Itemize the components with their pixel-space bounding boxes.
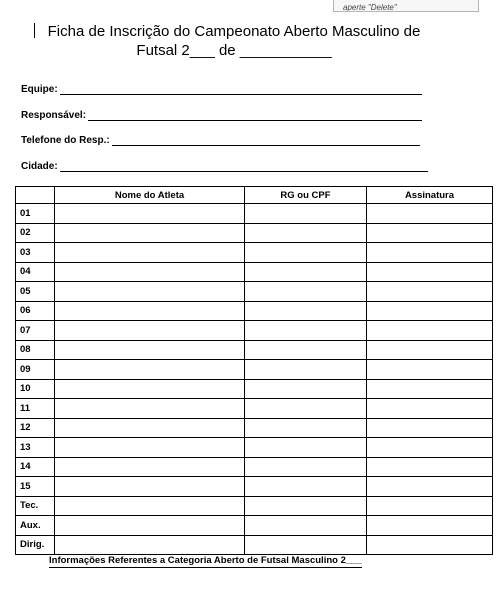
rg-cpf-cell[interactable] — [245, 223, 367, 243]
row-label: 06 — [16, 301, 55, 321]
title-line-1: Ficha de Inscrição do Campeonato Aberto Masculino de — [47, 23, 421, 40]
signature-cell[interactable] — [367, 535, 493, 555]
rg-cpf-cell[interactable] — [245, 418, 367, 438]
rg-cpf-cell[interactable] — [245, 379, 367, 399]
field-label: Telefone do Resp.: — [21, 135, 110, 146]
table-row — [16, 399, 493, 419]
rg-cpf-cell[interactable] — [245, 321, 367, 341]
rg-cpf-cell[interactable] — [245, 340, 367, 360]
row-label: 08 — [16, 340, 55, 360]
signature-cell[interactable] — [367, 418, 493, 438]
table-row — [16, 360, 493, 380]
row-label: 02 — [16, 223, 55, 243]
signature-cell[interactable] — [367, 282, 493, 302]
signature-cell[interactable] — [367, 340, 493, 360]
signature-cell[interactable] — [367, 477, 493, 497]
athlete-name-cell[interactable] — [55, 282, 245, 302]
rg-cpf-cell[interactable] — [245, 457, 367, 477]
row-label: 13 — [16, 438, 55, 458]
title-line-2: Futsal 2___ de ___________ — [136, 42, 332, 59]
athlete-name-cell[interactable] — [55, 379, 245, 399]
signature-cell[interactable] — [367, 438, 493, 458]
athlete-name-cell[interactable] — [55, 477, 245, 497]
athlete-name-cell[interactable] — [55, 535, 245, 555]
row-label: 12 — [16, 418, 55, 438]
rg-cpf-cell[interactable] — [245, 243, 367, 263]
fill-line[interactable] — [88, 110, 422, 121]
athlete-name-cell[interactable] — [55, 399, 245, 419]
signature-cell[interactable] — [367, 457, 493, 477]
rg-cpf-cell[interactable] — [245, 438, 367, 458]
row-label: 15 — [16, 477, 55, 497]
table-row — [16, 496, 493, 516]
field-label: Equipe: — [21, 84, 58, 95]
field-responsavel[interactable] — [21, 110, 422, 121]
row-label: Dirig. — [16, 535, 55, 555]
row-label: 07 — [16, 321, 55, 341]
athlete-name-cell[interactable] — [55, 243, 245, 263]
signature-cell[interactable] — [367, 223, 493, 243]
athlete-name-cell[interactable] — [55, 204, 245, 224]
fill-line[interactable] — [112, 135, 420, 146]
table-header-row — [16, 187, 493, 204]
header-athlete-name: Nome do Atleta — [55, 187, 245, 204]
athlete-name-cell[interactable] — [55, 516, 245, 536]
athlete-name-cell[interactable] — [55, 360, 245, 380]
header-rg-cpf: RG ou CPF — [245, 187, 367, 204]
table-row — [16, 204, 493, 224]
table-row — [16, 243, 493, 263]
document-title — [24, 22, 444, 60]
table-row — [16, 477, 493, 497]
signature-cell[interactable] — [367, 360, 493, 380]
fill-line[interactable] — [60, 84, 422, 95]
field-telefone[interactable] — [21, 135, 420, 146]
field-cidade[interactable] — [21, 161, 428, 172]
rg-cpf-cell[interactable] — [245, 204, 367, 224]
table-row — [16, 418, 493, 438]
signature-cell[interactable] — [367, 379, 493, 399]
signature-cell[interactable] — [367, 516, 493, 536]
signature-cell[interactable] — [367, 496, 493, 516]
signature-cell[interactable] — [367, 321, 493, 341]
athlete-name-cell[interactable] — [55, 321, 245, 341]
rg-cpf-cell[interactable] — [245, 496, 367, 516]
signature-cell[interactable] — [367, 243, 493, 263]
athletes-table — [15, 186, 493, 555]
fill-line[interactable] — [60, 161, 428, 172]
rg-cpf-cell[interactable] — [245, 360, 367, 380]
table-row — [16, 457, 493, 477]
field-label: Responsável: — [21, 110, 87, 121]
signature-cell[interactable] — [367, 301, 493, 321]
table-row — [16, 321, 493, 341]
footer-note: Informações Referentes a Categoria Aberto de Futsal Masculino 2___ — [49, 555, 362, 566]
athlete-name-cell[interactable] — [55, 262, 245, 282]
rg-cpf-cell[interactable] — [245, 301, 367, 321]
athlete-name-cell[interactable] — [55, 340, 245, 360]
athlete-name-cell[interactable] — [55, 301, 245, 321]
rg-cpf-cell[interactable] — [245, 282, 367, 302]
row-label: 05 — [16, 282, 55, 302]
rg-cpf-cell[interactable] — [245, 516, 367, 536]
rg-cpf-cell[interactable] — [245, 399, 367, 419]
athlete-name-cell[interactable] — [55, 496, 245, 516]
row-label: 10 — [16, 379, 55, 399]
header-signature: Assinatura — [367, 187, 493, 204]
row-label: 11 — [16, 399, 55, 419]
row-label: 04 — [16, 262, 55, 282]
table-row — [16, 282, 493, 302]
signature-cell[interactable] — [367, 399, 493, 419]
table-row — [16, 379, 493, 399]
row-label: Tec. — [16, 496, 55, 516]
table-row — [16, 301, 493, 321]
row-label: 03 — [16, 243, 55, 263]
field-equipe[interactable] — [21, 84, 422, 95]
athlete-name-cell[interactable] — [55, 457, 245, 477]
field-label: Cidade: — [21, 161, 58, 172]
comment-text: aperte "Delete" — [343, 3, 397, 12]
table-row — [16, 438, 493, 458]
table-row — [16, 516, 493, 536]
rg-cpf-cell[interactable] — [245, 477, 367, 497]
rg-cpf-cell[interactable] — [245, 535, 367, 555]
row-label: 14 — [16, 457, 55, 477]
athlete-name-cell[interactable] — [55, 438, 245, 458]
signature-cell[interactable] — [367, 204, 493, 224]
rg-cpf-cell[interactable] — [245, 262, 367, 282]
table-row — [16, 223, 493, 243]
header-number — [16, 187, 55, 204]
comment-balloon — [333, 0, 479, 12]
signature-cell[interactable] — [367, 262, 493, 282]
athlete-name-cell[interactable] — [55, 418, 245, 438]
athlete-name-cell[interactable] — [55, 223, 245, 243]
table-row — [16, 340, 493, 360]
table-row — [16, 262, 493, 282]
table-row — [16, 535, 493, 555]
row-label: 09 — [16, 360, 55, 380]
row-label: 01 — [16, 204, 55, 224]
row-label: Aux. — [16, 516, 55, 536]
